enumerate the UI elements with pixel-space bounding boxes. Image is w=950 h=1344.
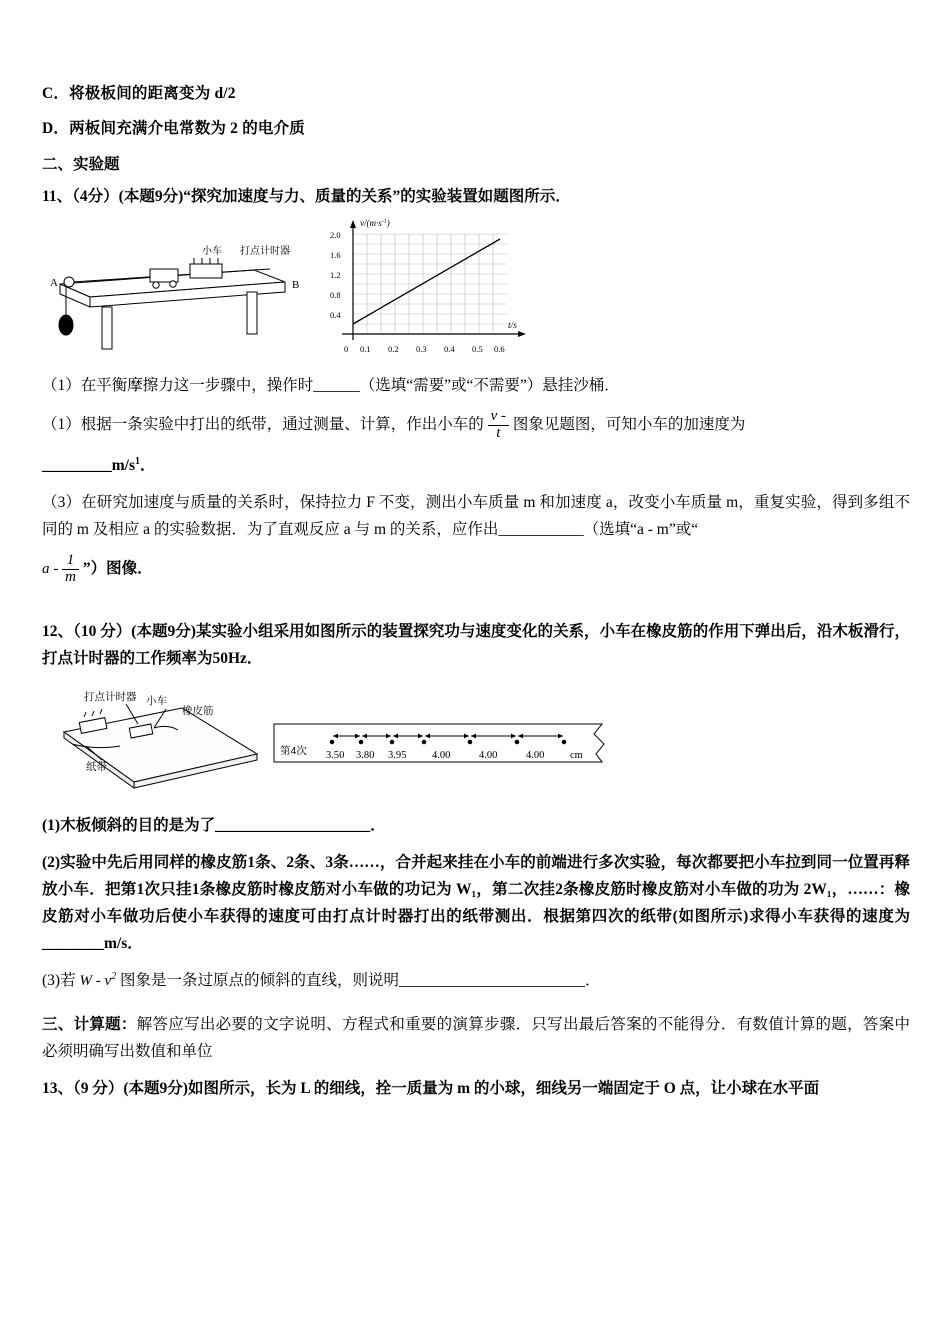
question-12-head — [42, 618, 910, 672]
question-12-sub1: (1)木板倾斜的目的是为了____________________． — [42, 816, 386, 834]
question-12-sub3-b: 图象是一条过原点的倾斜的直线，则说明________________________． — [119, 972, 601, 990]
section-3 — [42, 1011, 910, 1065]
svg-text:2.0: 2.0 — [330, 230, 341, 241]
question-11-sub2 — [42, 409, 910, 442]
figure-q12-tape-label: 第4次 — [280, 744, 307, 757]
question-11-stem: (本题9分)“探究加速度与力、质量的关系”的实验装置如题图所示． — [118, 188, 571, 206]
figure-q11-label-car: 小车 — [202, 246, 222, 258]
question-11-head — [42, 184, 910, 206]
svg-text:0.1: 0.1 — [360, 344, 371, 355]
figure-q11-xaxis-label: t/s — [508, 321, 517, 332]
svg-text:0.5: 0.5 — [472, 344, 483, 355]
question-11-sub2-text-b: 图象见题图，可知小车的加速度为 — [512, 415, 746, 433]
question-12-sub3-a: (3)若 — [42, 972, 76, 990]
figure-q12 — [42, 682, 910, 802]
question-12-sub3 — [42, 967, 910, 994]
figure-q12-label-tape: 纸带 — [86, 760, 107, 773]
question-13-head — [42, 1075, 910, 1102]
figure-q11-yaxis-label: $v/(m\cdot s^{-1})$ — [360, 218, 390, 229]
question-11-sub2-text-a: （1）根据一条实验中打出的纸带，通过测量、计算，作出小车的 — [42, 415, 484, 433]
figure-q12-tape-v5: 4.00 — [479, 749, 498, 761]
section-3-desc: 解答应写出必要的文字说明、方程式和重要的演算步骤．只写出最后答案的不能得分．有数值计算的题，答案中必须明确写出数值和单位 — [42, 1015, 910, 1060]
svg-text:0.2: 0.2 — [388, 344, 399, 355]
figure-q11 — [42, 212, 910, 362]
figure-q12-tape-v1: 3.50 — [326, 749, 345, 761]
svg-text:0.8: 0.8 — [330, 290, 341, 301]
figure-q11-label-B: B — [292, 279, 300, 292]
figure-q11-label-timer: 打点计时器 — [240, 246, 290, 258]
figure-q12-tape-v2: 3.80 — [356, 749, 375, 761]
question-12-stem: (本题9分)某实验小组采用如图所示的装置探究功与速度变化的关系，小车在橡皮筋的作用下弹出后，沿木板滑行，打点计时器的工作频率为50Hz． — [42, 622, 910, 667]
svg-text:1.2: 1.2 — [330, 270, 341, 281]
svg-text:0.6: 0.6 — [494, 344, 505, 355]
figure-q11-svg — [42, 212, 910, 362]
figure-q11-label-A: A — [50, 277, 58, 290]
svg-text:1.6: 1.6 — [330, 250, 341, 261]
fraction-v-over-t: $\frac{v -}{t}$ — [488, 409, 509, 442]
svg-text:0.4: 0.4 — [330, 310, 341, 321]
question-11-sub3-tail: ”）图像． — [82, 559, 153, 577]
figure-q12-tape-v6: 4.00 — [526, 749, 545, 761]
question-12-sub2: (2)实验中先后用同样的橡皮筋1条、2条、3条……，合并起来挂在小车的前端进行多次实验，每次都要把小车拉到同一位置再释放小车．把第1次只挂1条橡皮筋时橡皮筋对小车做的功记为 W₁，第二次挂2条橡皮筋时橡皮筋对小车做的功为 2W₁，……：橡皮筋对小车做功后使小车获得的速度可由打点计时器打出的纸带测出．根据第四次的纸带(如图所示)求得小车获得的速度为________m/s． — [42, 853, 910, 953]
figure-q12-label-car: 小车 — [146, 694, 167, 707]
option-c: C．将极板间的距离变为 d/2 — [42, 85, 236, 102]
figure-q11-graph — [330, 218, 526, 354]
question-11-sub2-answer: $\_\_\_\_\_\_\_\_\_m/s^1$． — [42, 455, 156, 474]
figure-q12-tape-unit: cm — [570, 749, 583, 761]
question-11-number: 11、（4分） — [42, 188, 119, 206]
fraction-one-over-m: $\frac{1}{m}$ — [62, 553, 79, 586]
formula-a-minus: a - — [42, 560, 59, 577]
question-13-stem: (本题9分)如图所示，长为 L 的细线，拴一质量为 m 的小球，细线另一端固定于 O 点，让小球在水平面 — [123, 1079, 820, 1097]
svg-text:0: 0 — [344, 344, 349, 355]
figure-q12-tape-v3: 3.95 — [388, 749, 407, 761]
section-2-title: 二、实验题 — [42, 156, 120, 174]
document-content — [42, 82, 910, 1112]
figure-q12-label-rubber: 橡皮筋 — [182, 704, 214, 717]
svg-text:0.4: 0.4 — [444, 344, 455, 355]
question-12-number: 12、（10 分） — [42, 622, 132, 640]
question-11-sub3: （3）在研究加速度与质量的关系时，保持拉力 F 不变，测出小车质量 m 和加速度 a，改变小车质量 m，重复实验，得到多组不同的 m 及相应 a 的实验数据．为了直观反应 a 与 m 的关系，应作出___________（选填“a - m”或“ — [42, 493, 910, 538]
figure-q12-svg — [42, 682, 910, 802]
option-d: D．两板间充满介电常数为 2 的电介质 — [42, 120, 305, 138]
figure-q12-label-timer: 打点计时器 — [84, 690, 137, 703]
figure-q12-tape-v4: 4.00 — [432, 749, 451, 761]
formula-W-v2: W - $v^2$ — [79, 971, 117, 990]
question-11-sub1: （1）在平衡摩擦力这一步骤中，操作时______（选填“需要”或“不需要”）悬挂沙桶． — [42, 377, 620, 395]
svg-text:0.3: 0.3 — [416, 344, 427, 355]
section-3-title: 三、计算题： — [42, 1015, 137, 1033]
question-13-number: 13、（9 分） — [42, 1079, 124, 1097]
question-11-sub3-formula — [42, 553, 910, 586]
